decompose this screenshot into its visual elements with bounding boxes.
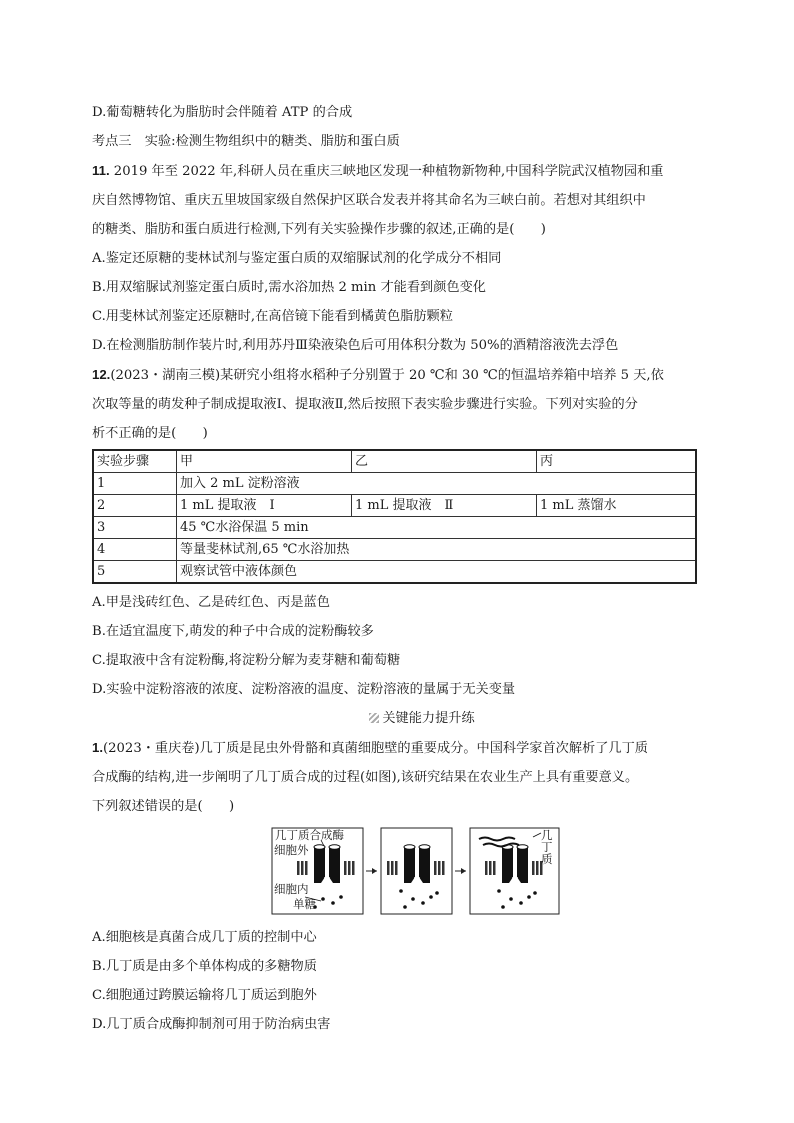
question-stem: 庆自然博物馆、重庆五里坡国家级自然保护区联合发表并将其命名为三峡白前。若想对其组织中: [92, 193, 646, 208]
question-stem: 合成酶的结构,进一步阐明了几丁质合成的过程(如图),该研究结果在农业生产上具有重要意义。: [92, 770, 639, 785]
table-row: [93, 473, 696, 495]
table-header-cell: 甲: [177, 450, 352, 473]
question-1: [92, 733, 712, 1039]
membrane-lipid-icon: [297, 861, 300, 875]
membrane-lipid-icon: [536, 861, 539, 875]
question-11: [92, 156, 712, 360]
arrow-head-icon: [461, 868, 466, 874]
table-cell: 观察试管中液体颜色: [177, 561, 697, 584]
membrane-lipid-icon: [395, 861, 398, 875]
monosaccharide-dot: [331, 901, 335, 905]
enzyme-channel: [415, 877, 419, 885]
chitin-label: 几丁质: [541, 828, 553, 866]
document-page: [92, 98, 712, 1039]
monosaccharide-dot: [421, 901, 425, 905]
section-heading: 关键能力提升练: [132, 704, 712, 733]
option-d: D.在检测脂肪制作装片时,利用苏丹Ⅲ染液染色后可用体积分数为 50%的酒精溶液洗去浮色: [92, 338, 619, 353]
membrane-lipid-icon: [387, 861, 390, 875]
option-c: C.用斐林试剂鉴定还原糖时,在高倍镜下能看到橘黄色脂肪颗粒: [92, 309, 453, 324]
enzyme-subunit: [329, 847, 340, 883]
membrane-lipid-icon: [438, 861, 441, 875]
question-stem: 下列叙述错误的是( ): [92, 799, 235, 814]
monosaccharide-dot: [403, 905, 407, 909]
section-marker-icon: [369, 713, 379, 723]
membrane-lipid-icon: [352, 861, 355, 875]
outside-label: 细胞外: [274, 843, 309, 857]
table-row: [93, 539, 696, 561]
experiment-table: [92, 449, 697, 584]
option-a: A.鉴定还原糖的斐林试剂与鉴定蛋白质的双缩脲试剂的化学成分不相同: [92, 251, 502, 266]
option-d: D.几丁质合成酶抑制剂可用于防治病虫害: [92, 1017, 331, 1032]
membrane-lipid-icon: [344, 861, 347, 875]
question-12: [92, 360, 712, 704]
question-stem: (2023・重庆卷)几丁质是昆虫外骨骼和真菌细胞壁的重要成分。中国科学家首次解析了几丁质: [103, 741, 648, 756]
question-number: 12.: [92, 367, 111, 382]
inside-label: 细胞内: [274, 882, 309, 896]
question-number: 1.: [92, 740, 103, 755]
enzyme-channel: [325, 877, 329, 885]
option-a: A.甲是浅砖红色、乙是砖红色、丙是蓝色: [92, 595, 330, 610]
table-cell: 3: [93, 517, 177, 539]
enzyme-channel: [513, 877, 517, 885]
table-cell: 1 mL 提取液 Ⅱ: [352, 495, 537, 517]
question-number: 11.: [92, 163, 110, 178]
enzyme-subunit: [404, 847, 415, 883]
monosaccharide-dot: [527, 895, 531, 899]
table-cell: 2: [93, 495, 177, 517]
membrane-lipid-icon: [489, 861, 492, 875]
question-stem: 次取等量的萌发种子制成提取液Ⅰ、提取液Ⅱ,然后按照下表实验步骤进行实验。下列对实验的分: [92, 397, 638, 412]
option-c: C.提取液中含有淀粉酶,将淀粉分解为麦芽糖和葡萄糖: [92, 653, 401, 668]
option-a: A.细胞核是真菌合成几丁质的控制中心: [92, 930, 317, 945]
table-cell: 等量斐林试剂,65 ℃水浴加热: [177, 539, 697, 561]
chitin-chain: [479, 838, 515, 841]
enzyme-label: 几丁质合成酶: [275, 828, 344, 842]
membrane-lipid-icon: [305, 861, 308, 875]
membrane-lipid-icon: [532, 861, 535, 875]
table-header-cell: 乙: [352, 450, 537, 473]
enzyme-subunit: [419, 847, 430, 883]
monosaccharide-dot: [519, 901, 523, 905]
question-stem: 的糖类、脂肪和蛋白质进行检测,下列有关实验操作步骤的叙述,正确的是( ): [92, 222, 546, 237]
option-b: B.几丁质是由多个单体构成的多糖物质: [92, 959, 317, 974]
membrane-lipid-icon: [301, 861, 304, 875]
monosaccharide-dot: [339, 895, 343, 899]
monosaccharide-dot: [533, 891, 537, 895]
q10-option-d: D.葡萄糖转化为脂肪时会伴随着 ATP 的合成: [92, 105, 353, 120]
enzyme-top: [419, 845, 430, 849]
monosaccharide-label: 单糖: [293, 897, 316, 911]
table-cell: 1 mL 蒸馏水: [537, 495, 697, 517]
option-d: D.实验中淀粉溶液的浓度、淀粉溶液的温度、淀粉溶液的量属于无关变量: [92, 682, 516, 697]
enzyme-top: [329, 845, 340, 849]
table-cell: 4: [93, 539, 177, 561]
monosaccharide-dot: [501, 905, 505, 909]
table-cell: 45 ℃水浴保温 5 min: [177, 517, 697, 539]
label-leader-line: [533, 833, 541, 837]
monosaccharide-dot: [509, 897, 513, 901]
table-cell: 5: [93, 561, 177, 584]
table-row: [93, 561, 696, 584]
question-stem: (2023・湖南三模)某研究小组将水稻种子分别置于 20 ℃和 30 ℃的恒温培养箱中培养 5 天,依: [110, 368, 664, 383]
chitin-synthesis-diagram: [271, 827, 561, 917]
monosaccharide-dot: [321, 897, 325, 901]
membrane-lipid-icon: [493, 861, 496, 875]
table-row: [93, 517, 696, 539]
arrow-head-icon: [372, 868, 377, 874]
option-b: B.在适宜温度下,萌发的种子中合成的淀粉酶较多: [92, 624, 374, 639]
question-stem: 2019 年至 2022 年,科研人员在重庆三峡地区发现一种植物新物种,中国科学院武汉植物园和重: [109, 164, 664, 179]
table-header-cell: 丙: [537, 450, 697, 473]
monosaccharide-dot: [497, 889, 501, 893]
membrane-lipid-icon: [391, 861, 394, 875]
enzyme-subunit: [314, 847, 325, 883]
enzyme-top: [404, 845, 415, 849]
enzyme-subunit: [502, 847, 513, 883]
enzyme-subunit: [517, 847, 528, 883]
membrane-lipid-icon: [442, 861, 445, 875]
table-cell: 1 mL 提取液 Ⅰ: [177, 495, 352, 517]
table-header-row: [93, 450, 696, 473]
option-b: B.用双缩脲试剂鉴定蛋白质时,需水浴加热 2 min 才能看到颜色变化: [92, 280, 486, 295]
table-header-cell: 实验步骤: [93, 450, 177, 473]
table-cell: 1: [93, 473, 177, 495]
membrane-lipid-icon: [434, 861, 437, 875]
monosaccharide-dot: [435, 891, 439, 895]
monosaccharide-dot: [411, 897, 415, 901]
topic-heading: 考点三 实验:检测生物组织中的糖类、脂肪和蛋白质: [92, 134, 400, 149]
membrane-lipid-icon: [348, 861, 351, 875]
question-stem: 析不正确的是( ): [92, 426, 208, 441]
membrane-lipid-icon: [485, 861, 488, 875]
monosaccharide-dot: [399, 889, 403, 893]
option-c: C.细胞通过跨膜运输将几丁质运到胞外: [92, 988, 317, 1003]
monosaccharide-dot: [429, 895, 433, 899]
chitin-chain: [483, 844, 519, 847]
table-row: [93, 495, 696, 517]
table-cell: 加入 2 mL 淀粉溶液: [177, 473, 697, 495]
